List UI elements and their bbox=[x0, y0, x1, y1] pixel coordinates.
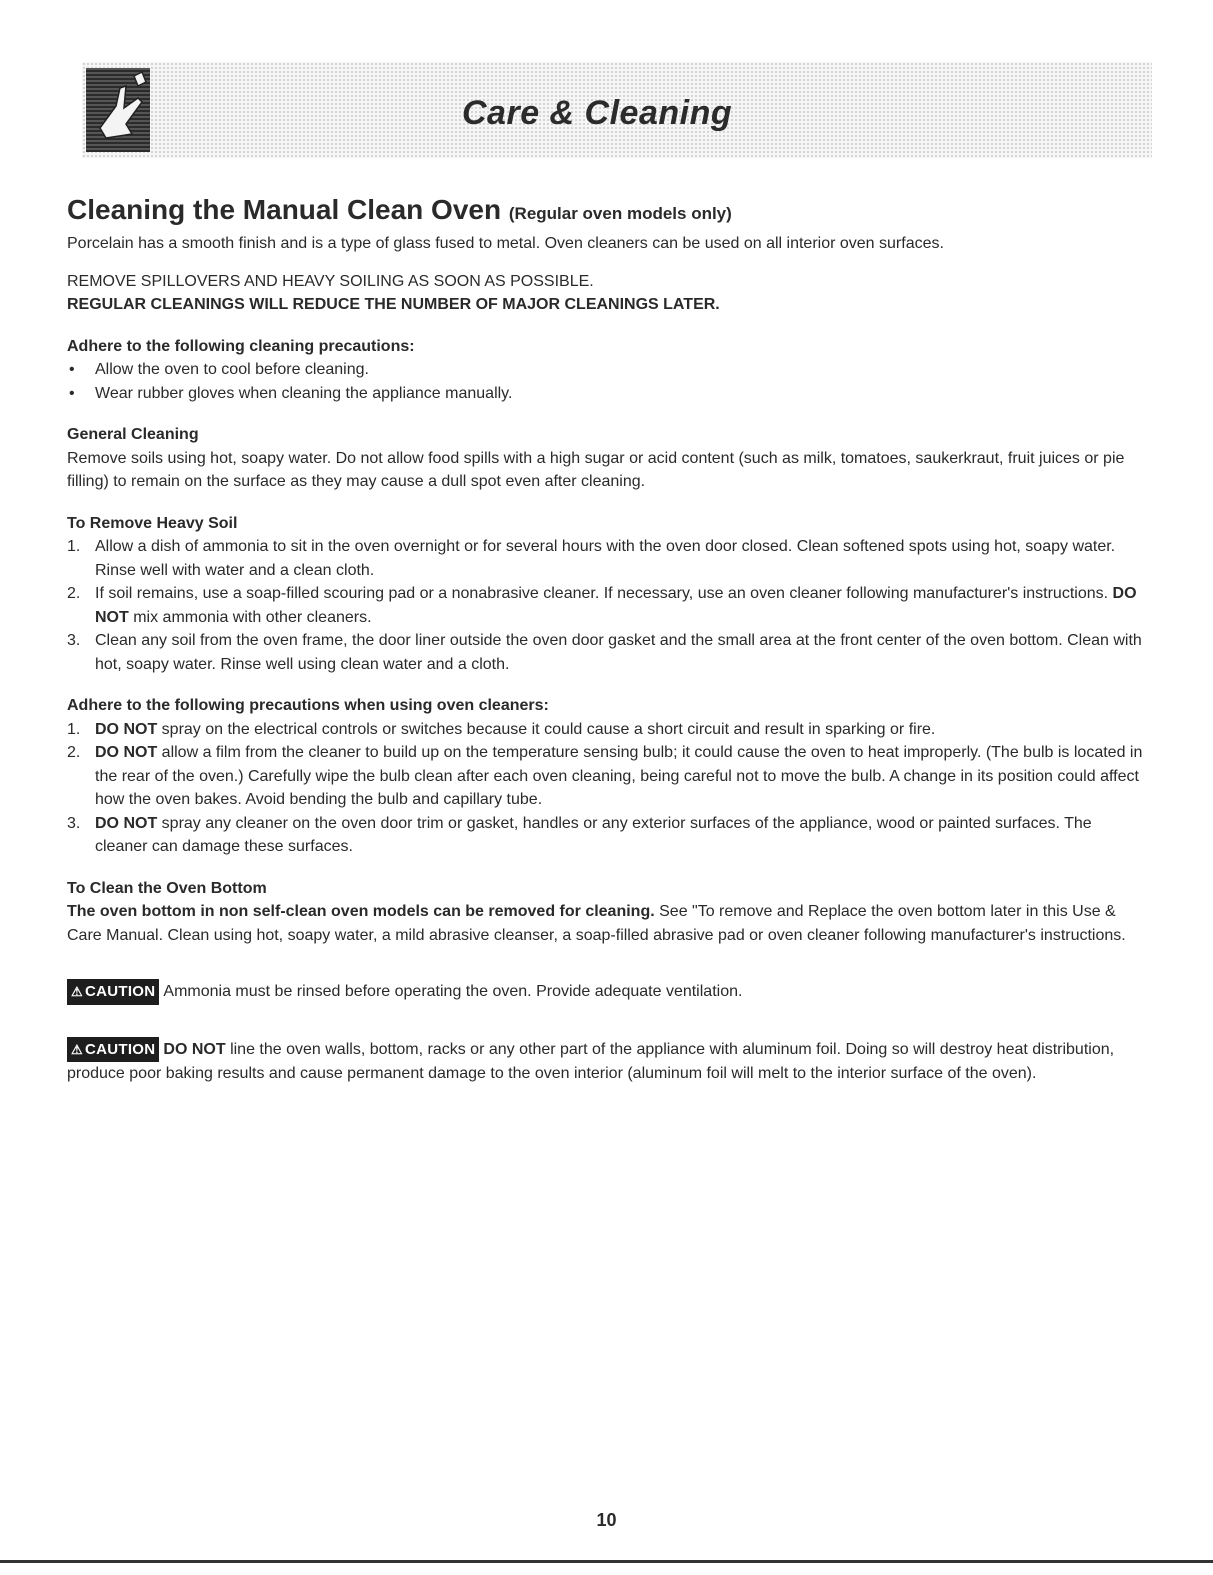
warning-triangle-icon: ⚠ bbox=[71, 1041, 83, 1057]
list-item: 3. DO NOT spray any cleaner on the oven door trim or gasket, handles or any exterior surfaces of the appliance, wood or painted surfaces. The cleaner can damage these surfaces. bbox=[67, 814, 1092, 855]
list-item: • Allow the oven to cool before cleaning. bbox=[67, 358, 1147, 382]
notice-line-2: REGULAR CLEANINGS WILL REDUCE THE NUMBER OF MAJOR CLEANINGS LATER. bbox=[67, 296, 720, 313]
caution-aluminum-foil: ⚠ CAUTION DO NOT line the oven walls, bottom, racks or any other part of the appliance with aluminum foil. Doing so will destroy heat distribution, produce poor baking results and cause permanent damage to the oven interior (aluminum foil will melt to the interior surface of the oven). bbox=[67, 1037, 1147, 1086]
cleaner-precautions-heading: Adhere to the following precautions when using oven cleaners: bbox=[67, 697, 549, 714]
heavy-soil-heading: To Remove Heavy Soil bbox=[67, 514, 238, 532]
list-item: 1. Allow a dish of ammonia to sit in the oven overnight or for several hours with the oven door closed. Clean softened spots using hot, soapy water. Rinse well with water and a clean cloth. bbox=[67, 538, 1116, 579]
general-cleaning-heading: General Cleaning bbox=[67, 426, 199, 443]
section-title bbox=[67, 192, 1147, 232]
section-banner bbox=[82, 62, 1152, 158]
page-content bbox=[67, 192, 1147, 1086]
heavy-soil-list bbox=[67, 535, 1147, 676]
precautions-heading: Adhere to the following cleaning precautions: bbox=[67, 337, 415, 355]
caution-badge: ⚠ CAUTION bbox=[67, 979, 159, 1005]
oven-bottom-body: The oven bottom in non self-clean oven models can be removed for cleaning. See "To remove and Replace the oven bottom later in this Use & Care Manual. Clean using hot, soapy water, a mild abrasive cleanser, a soap-filled abrasive pad or oven cleaner following manufacturer's instructions. bbox=[67, 903, 1126, 944]
section-subtitle: (Regular oven models only) bbox=[508, 204, 732, 223]
page-number: 10 bbox=[596, 1510, 617, 1530]
list-item: 2. DO NOT allow a film from the cleaner to build up on the temperature sensing bulb; it could cause the oven to heat improperly. (The bulb is located in the rear of the oven.) Carefully wipe the bulb clean after each oven cleaning, being careful not to move the bulb. A change in its position could affect how the oven bakes. Avoid bending the bulb and capillary tube. bbox=[67, 744, 1143, 808]
notice-line-1: REMOVE SPILLOVERS AND HEAVY SOILING AS SOON AS POSSIBLE. bbox=[67, 272, 594, 290]
hand-cleaning-icon bbox=[86, 68, 150, 152]
intro-paragraph: Porcelain has a smooth finish and is a type of glass fused to metal. Oven cleaners can be used on all interior oven surfaces. bbox=[67, 235, 944, 252]
caution-badge: ⚠ CAUTION bbox=[67, 1037, 159, 1063]
section-title-text: Cleaning the Manual Clean Oven bbox=[67, 194, 502, 225]
list-item: • Wear rubber gloves when cleaning the appliance manually. bbox=[67, 382, 1147, 406]
list-item: 2. If soil remains, use a soap-filled scouring pad or a nonabrasive cleaner. If necessary, use an oven cleaner following manufacturer's instructions. DO NOT mix ammonia with other cleaners. bbox=[67, 585, 1137, 626]
general-cleaning-body: Remove soils using hot, soapy water. Do not allow food spills with a high sugar or acid content (such as milk, tomatoes, saukerkraut, fruit juices or pie filling) to remain on the surface as they may cause a dull spot even after cleaning. bbox=[67, 449, 1125, 490]
banner-title: Care & Cleaning bbox=[462, 94, 733, 132]
bottom-rule bbox=[0, 1560, 1213, 1563]
precautions-list bbox=[67, 358, 1147, 405]
caution-ammonia: ⚠ CAUTION Ammonia must be rinsed before operating the oven. Provide adequate ventilation. bbox=[67, 979, 1147, 1005]
list-item: 1. DO NOT spray on the electrical controls or switches because it could cause a short circuit and result in sparking or fire. bbox=[67, 720, 936, 738]
list-item: 3. Clean any soil from the oven frame, the door liner outside the oven door gasket and the small area at the front center of the oven bottom. Clean with hot, soapy water. Rinse well using clean water and a cloth. bbox=[67, 632, 1142, 673]
cleaner-precautions-list bbox=[67, 718, 1147, 859]
warning-triangle-icon: ⚠ bbox=[71, 984, 83, 999]
oven-bottom-heading: To Clean the Oven Bottom bbox=[67, 879, 267, 897]
